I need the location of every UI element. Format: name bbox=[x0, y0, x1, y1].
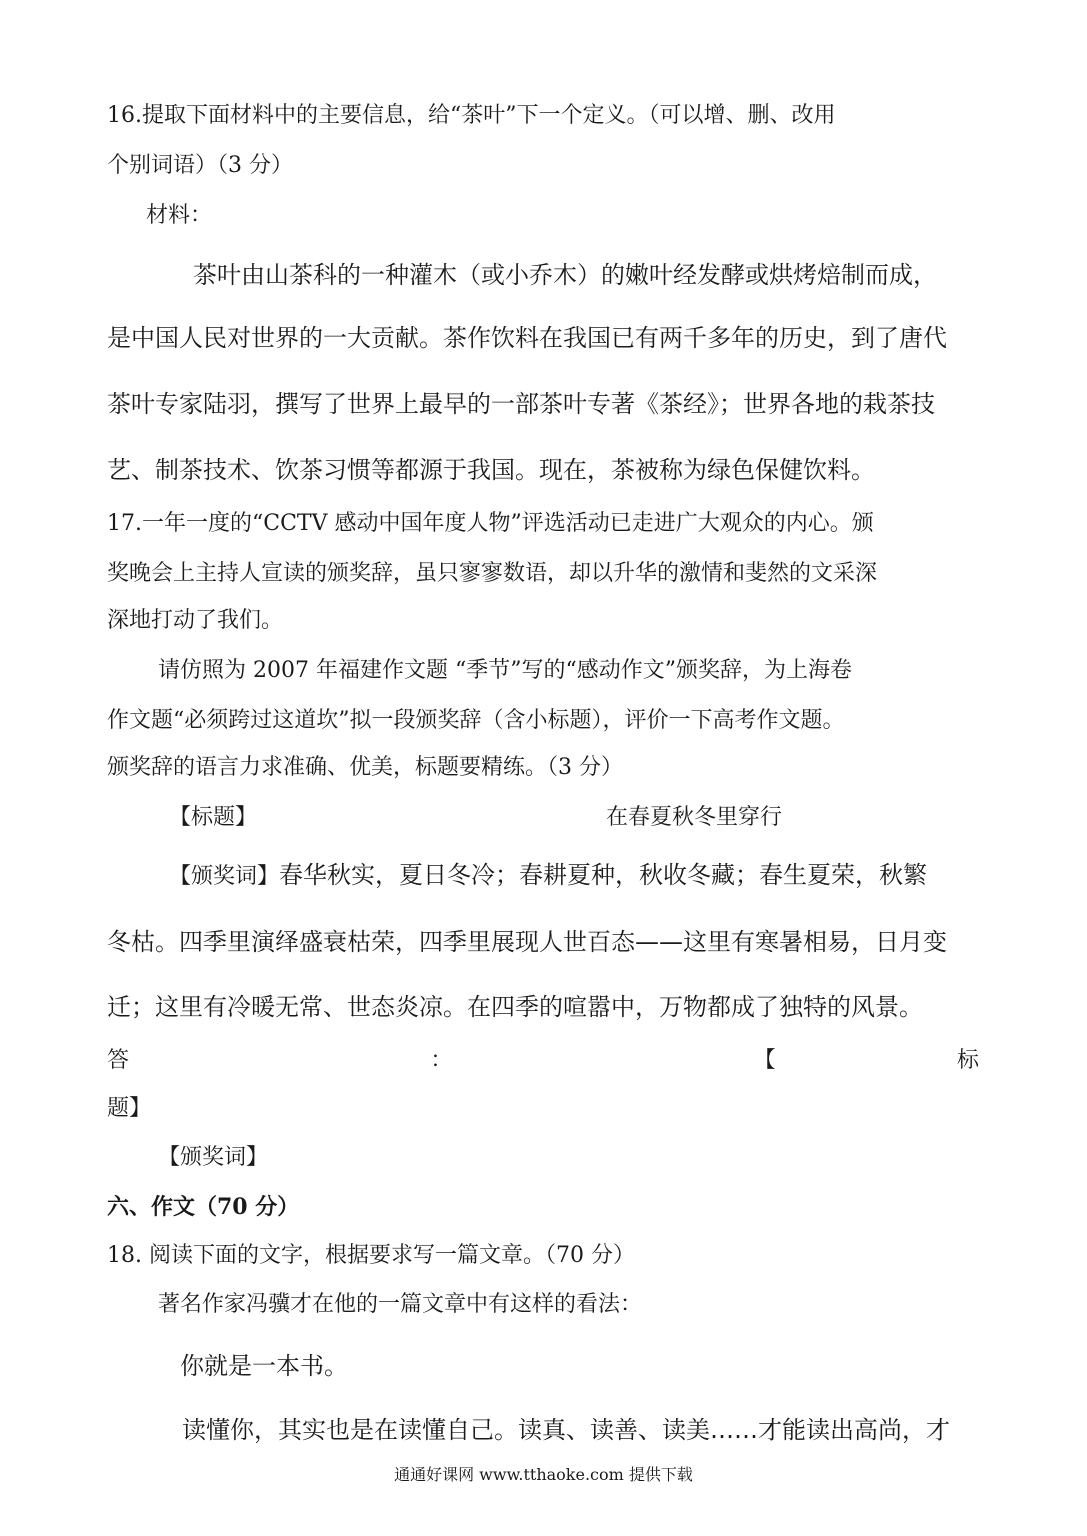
q16-prompt-line1: 16.提取下面材料中的主要信息，给“茶叶”下一个定义。（可以增、删、改用 bbox=[107, 103, 836, 128]
q17-prompt-line1: 17.一年一度的“CCTV 感动中国年度人物”评选活动已走进广大观众的内心。颁 bbox=[107, 511, 874, 536]
q17-award-text-line2: 冬枯。四季里演绎盛衰枯荣，四季里展现人世百态——这里有寒暑相易，日月变 bbox=[107, 928, 947, 956]
answer-label: 答 bbox=[107, 1048, 130, 1073]
q16-material-line1: 茶叶由山茶科的一种灌木（或小乔木）的嫩叶经发酵或烘烤焙制而成， bbox=[193, 261, 937, 289]
answer-title-char: 标 bbox=[956, 1048, 979, 1073]
q18-quote-line1: 你就是一本书。 bbox=[180, 1352, 348, 1380]
q17-instruction-line3: 颁奖辞的语言力求准确、优美，标题要精练。（3 分） bbox=[107, 755, 623, 780]
answer-colon: ： bbox=[430, 1048, 453, 1073]
q18-quote-line2: 读懂你，其实也是在读懂自己。读真、读善、读美……才能读出高尚，才 bbox=[182, 1416, 950, 1444]
q17-instruction-line1: 请仿照为 2007 年福建作文题 “季节”写的“感动作文”颁奖辞，为上海卷 bbox=[158, 658, 852, 683]
page-footer: 通通好课网 www.tthaoke.com 提供下载 bbox=[394, 1465, 693, 1484]
q18-prompt: 18. 阅读下面的文字，根据要求写一篇文章。（70 分） bbox=[107, 1243, 635, 1268]
answer-bracket: 【 bbox=[753, 1048, 776, 1073]
q17-answer-award-label: 【颁奖词】 bbox=[158, 1145, 269, 1170]
section6-heading: 六、作文（70 分） bbox=[107, 1194, 300, 1220]
q17-prompt-line3: 深地打动了我们。 bbox=[107, 608, 284, 633]
q18-intro: 著名作家冯骥才在他的一篇文章中有这样的看法： bbox=[158, 1292, 643, 1317]
q17-title-value: 在春夏秋冬里穿行 bbox=[606, 805, 783, 830]
q17-award-label: 【颁奖词】 bbox=[169, 864, 280, 889]
q17-title-label: 【标题】 bbox=[169, 805, 258, 830]
q17-answer-line2: 题】 bbox=[107, 1096, 152, 1121]
q16-material-line2: 是中国人民对世界的一大贡献。茶作饮料在我国已有两千多年的历史，到了唐代 bbox=[107, 324, 947, 352]
q17-award-line1 bbox=[169, 855, 979, 890]
q16-material-line4: 艺、制茶技术、饮茶习惯等都源于我国。现在，茶被称为绿色保健饮料。 bbox=[107, 456, 875, 484]
q17-prompt-line2: 奖晚会上主持人宣读的颁奖辞，虽只寥寥数语，却以升华的激情和斐然的文采深 bbox=[107, 561, 878, 586]
q16-material-line3: 茶叶专家陆羽，撰写了世界上最早的一部茶叶专著《茶经》；世界各地的栽茶技 bbox=[107, 390, 935, 418]
q17-instruction-line2: 作文题“必须跨过这道坎”拟一段颁奖辞（含小标题），评价一下高考作文题。 bbox=[107, 708, 845, 733]
q17-award-text-line1: 春华秋实，夏日冬冷；春耕夏种，秋收冬藏；春生夏荣，秋繁 bbox=[279, 861, 928, 889]
q16-material-label: 材料： bbox=[146, 203, 213, 228]
q17-answer-line1 bbox=[107, 1043, 979, 1074]
q17-award-text-line3: 迁；这里有冷暖无常、世态炎凉。在四季的喧嚣中，万物都成了独特的风景。 bbox=[107, 993, 923, 1021]
q16-prompt-line2: 个别词语）（3 分） bbox=[107, 153, 293, 178]
